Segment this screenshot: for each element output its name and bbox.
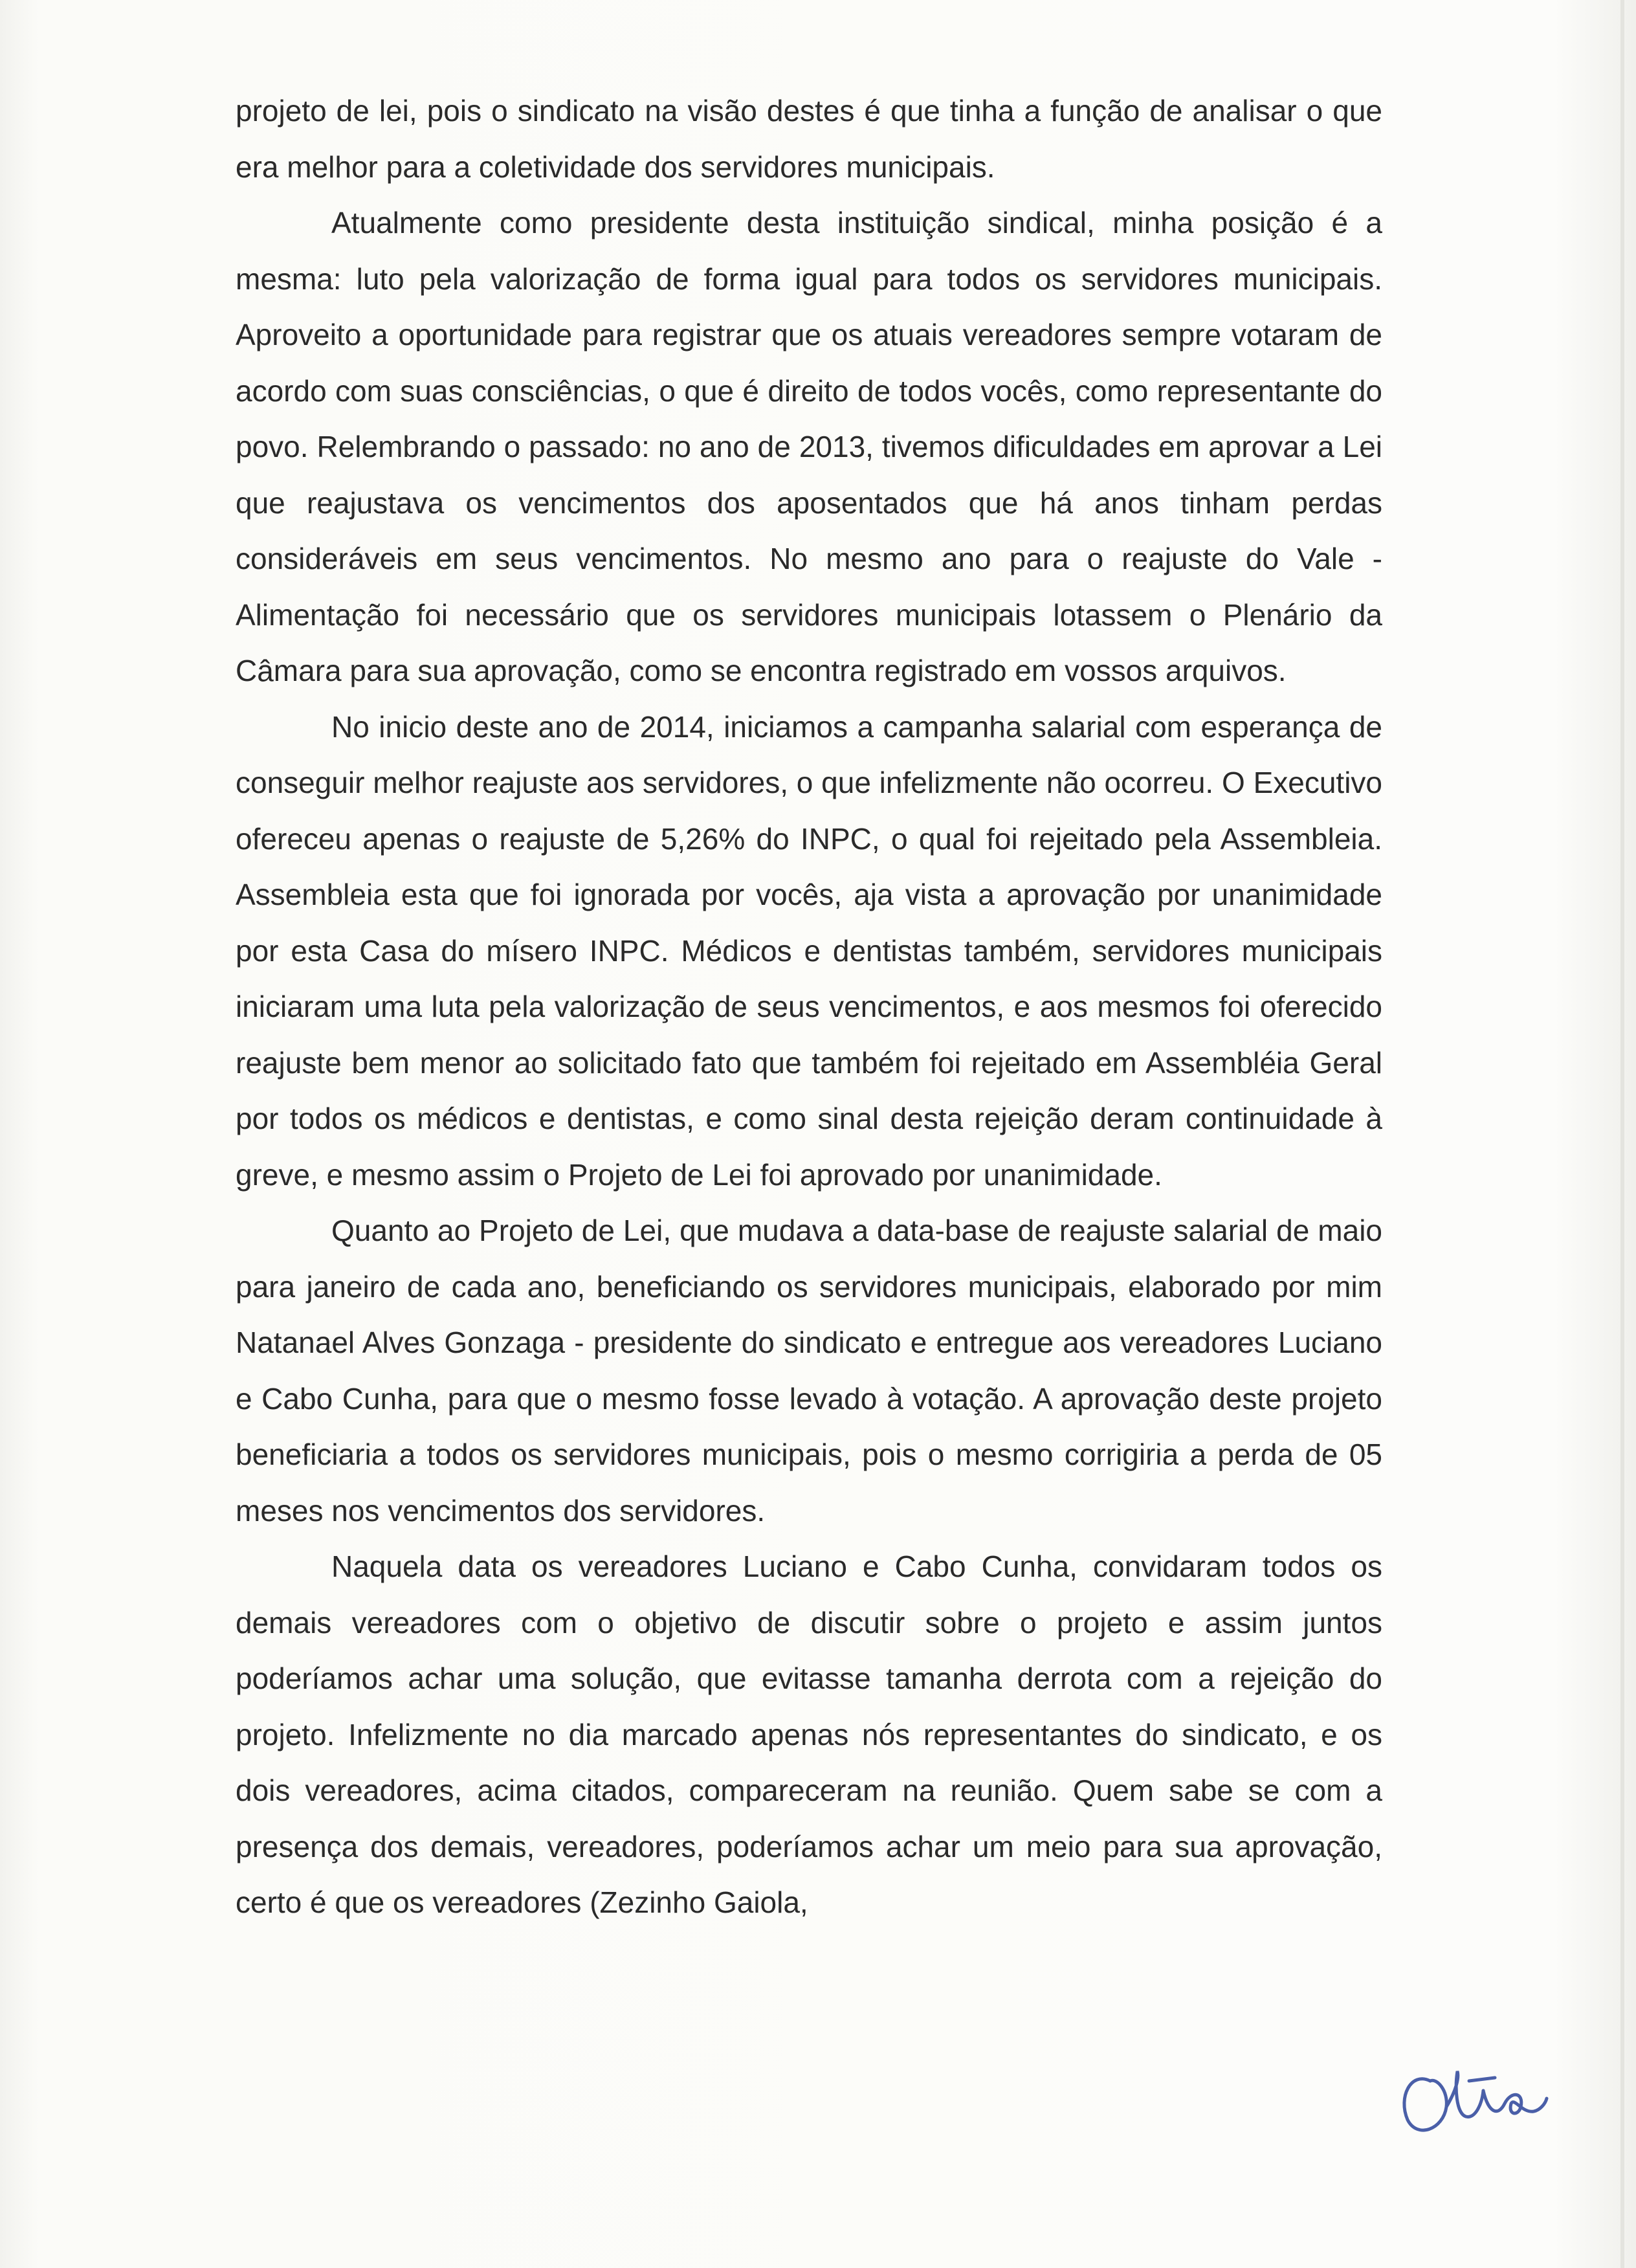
paragraph-5: Naquela data os vereadores Luciano e Cabo Cunha, convidaram todos os demais vereadores com o objetivo de discutir sobre o projeto e assim juntos poderíamos achar uma solução, que evitasse tamanha derrota com a rejeição do projeto. Infelizmente no dia marcado apenas nós representantes do sindicato, e os dois vereadores, acima citados, compareceram na reunião. Quem sabe se com a presença dos demais, vereadores, poderíamos achar um meio para sua aprovação, certo é que os vereadores (Zezinho Gaiola, bbox=[236, 1550, 1382, 1919]
paragraph-3: No inicio deste ano de 2014, iniciamos a campanha salarial com esperança de conseguir melhor reajuste aos servidores, o que infelizmente não ocorreu. O Executivo ofereceu apenas o reajuste de 5,26% do INPC, o qual foi rejeitado pela Assembleia. Assembleia esta que foi ignorada por vocês, aja vista a aprovação por unanimidade por esta Casa do mísero INPC. Médicos e dentistas também, servidores municipais iniciaram uma luta pela valorização de seus vencimentos, e aos mesmos foi oferecido reajuste bem menor ao solicitado fato que também foi rejeitado em Assembléia Geral por todos os médicos e dentistas, e como sinal desta rejeição deram continuidade à greve, e mesmo assim o Projeto de Lei foi aprovado por unanimidade. bbox=[236, 709, 1382, 1192]
paragraph-2: Atualmente como presidente desta instituição sindical, minha posição é a mesma: luto pela valorização de forma igual para todos os servidores municipais. Aproveito a oportunidade para registrar que os atuais vereadores sempre votaram de acordo com suas consciências, o que é direito de todos vocês, como representante do povo. Relembrando o passado: no ano de 2013, tivemos dificuldades em aprovar a Lei que reajustava os vencimentos dos aposentados que há anos tinham perdas consideráveis em seus vencimentos. No mesmo ano para o reajuste do Vale - Alimentação foi necessário que os servidores municipais lotassem o Plenário da Câmara para sua aprovação, como se encontra registrado em vossos arquivos. bbox=[236, 206, 1382, 687]
paragraph-1: projeto de lei, pois o sindicato na visão destes é que tinha a função de analisar o que era melhor para a coletividade dos servidores municipais. bbox=[236, 94, 1382, 184]
paper-edge bbox=[1620, 0, 1624, 2268]
document-body bbox=[236, 83, 1382, 1931]
handwritten-signature bbox=[1385, 2052, 1553, 2149]
paragraph-4: Quanto ao Projeto de Lei, que mudava a data-base de reajuste salarial de maio para janeiro de cada ano, beneficiando os servidores municipais, elaborado por mim Natanael Alves Gonzaga - presidente do sindicato e entregue aos vereadores Luciano e Cabo Cunha, para que o mesmo fosse levado à votação. A aprovação deste projeto beneficiaria a todos os servidores municipais, pois o mesmo corrigiria a perda de 05 meses nos vencimentos dos servidores. bbox=[236, 1214, 1382, 1528]
